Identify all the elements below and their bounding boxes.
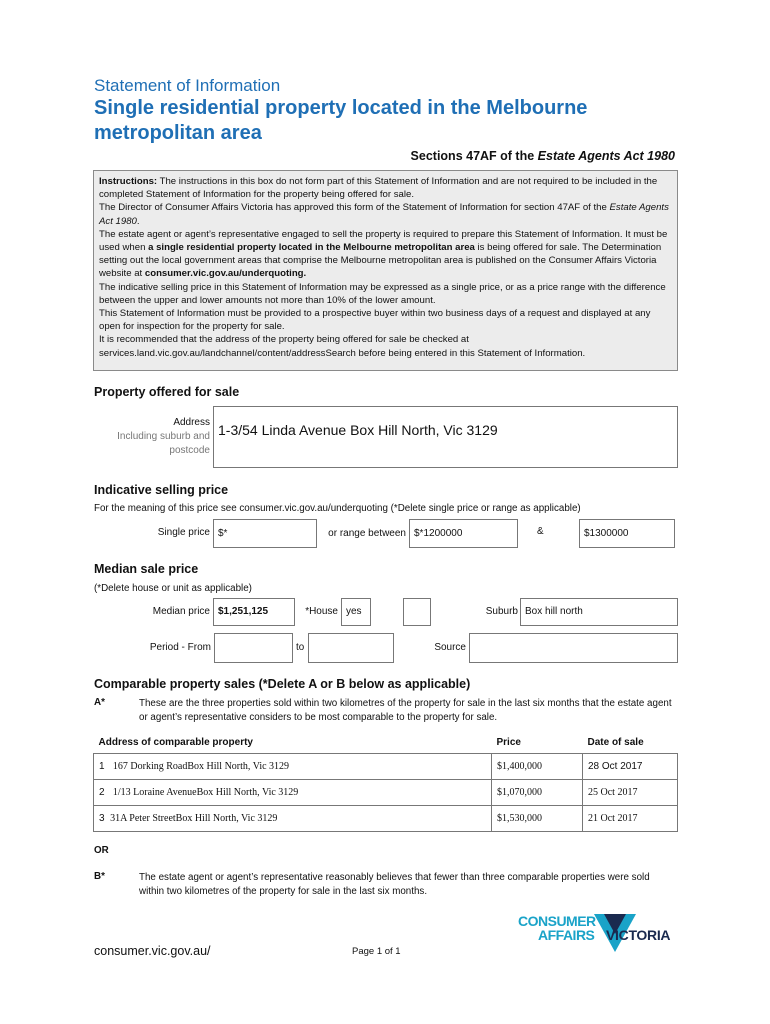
table-row — [94, 753, 678, 779]
sections-line — [411, 149, 675, 163]
instructions-p3-b: is being offered for sale. The Determination setting out the local government areas that comprise the Melbourne metropolitan area is published on the Consumer Affairs Victoria website at — [99, 242, 662, 280]
indicative-note: For the meaning of this price see consumer.vic.gov.au/underquoting (*Delete single price or range as applicable) — [94, 503, 581, 514]
logo-line-consumer: CONSUMER — [518, 913, 596, 929]
logo-line-victoria: VICTORIA — [606, 927, 671, 943]
row-date[interactable]: 28 Oct 2017 — [583, 753, 678, 779]
option-b-text: The estate agent or agent’s representative reasonably believes that fewer than three comparable properties were sold within two kilometres of the property for sale in the last six months. — [139, 872, 650, 897]
source-field[interactable] — [469, 633, 678, 663]
row-number: 3 — [99, 812, 105, 824]
instructions-p2-text: The Director of Consumer Affairs Victoria has approved this form of the Statement of Information for section 47AF of the — [99, 202, 610, 214]
property-heading: Property offered for sale — [94, 385, 240, 399]
row-price[interactable]: $1,400,000 — [492, 753, 583, 779]
row-number: 2 — [99, 786, 105, 798]
row-price[interactable]: $1,070,000 — [492, 779, 583, 805]
instructions-p3 — [99, 228, 672, 281]
instructions-p3-bold: a single residential property located in the Melbourne metropolitan area — [148, 242, 475, 254]
table-row — [94, 779, 678, 805]
period-to-label: to — [296, 642, 305, 653]
single-price-field[interactable]: $* — [213, 519, 317, 548]
median-heading: Median sale price — [94, 562, 199, 576]
sections-prefix: Sections 47AF of the — [410, 149, 535, 163]
period-from-field[interactable] — [214, 633, 293, 663]
option-a-text: These are the three properties sold within two kilometres of the property for sale in the last six months that the estate agent or agent’s representative considers to be most comparable to the property for sale. — [139, 698, 672, 723]
logo-line-affairs: AFFAIRS — [538, 927, 595, 943]
suburb-field[interactable]: Box hill north — [520, 598, 678, 626]
row-address-cell[interactable] — [94, 779, 492, 805]
row-address: 31A Peter StreetBox Hill North, Vic 3129 — [110, 812, 278, 824]
footer-url[interactable]: consumer.vic.gov.au/ — [94, 944, 211, 958]
page-title: Single residential property located in the Melbourne metropolitan area — [94, 97, 588, 144]
instructions-box — [93, 170, 678, 371]
col-date-header: Date of sale — [587, 736, 644, 748]
median-note: (*Delete house or unit as applicable) — [94, 583, 252, 594]
instructions-p4: The indicative selling price in this Statement of Information may be expressed as a single price, or as a price range with the difference between the upper and lower amounts not more than 10% of the lower amount. — [99, 281, 666, 306]
comparable-table — [93, 732, 678, 832]
range-low-field[interactable]: $*1200000 — [409, 519, 518, 548]
option-a-label: A* — [94, 697, 105, 708]
row-address: 167 Dorking RoadBox Hill North, Vic 3129 — [112, 760, 290, 772]
address-sublabel-2: postcode — [169, 445, 210, 456]
indicative-heading: Indicative selling price — [94, 483, 229, 497]
comparable-heading: Comparable property sales (*Delete A or B below as applicable) — [94, 677, 471, 691]
instructions-label: Instructions: — [99, 176, 158, 187]
col-price-header: Price — [496, 736, 521, 748]
row-number: 1 — [99, 760, 105, 772]
instructions-p2 — [99, 201, 672, 227]
col-address-header: Address of comparable property — [98, 736, 253, 748]
instructions-p1-text: The instructions in this box do not form part of this Statement of Information and are not required to be included in the completed Statement of Information for the property being offered for sale. — [99, 176, 658, 201]
row-date[interactable]: 25 Oct 2017 — [583, 779, 678, 805]
range-label: or range between — [328, 528, 406, 539]
or-label: OR — [94, 845, 109, 856]
consumer-affairs-victoria-logo — [518, 912, 680, 957]
address-field[interactable]: 1-3/54 Linda Avenue Box Hill North, Vic 3129 — [213, 406, 678, 468]
range-high-field[interactable]: $1300000 — [579, 519, 675, 548]
house-label: *House — [305, 606, 338, 617]
option-b-label: B* — [94, 871, 105, 882]
row-price[interactable]: $1,530,000 — [492, 805, 583, 831]
row-address-cell[interactable] — [94, 753, 492, 779]
row-address: 1/13 Loraine AvenueBox Hill North, Vic 3129 — [112, 786, 299, 798]
range-ampersand: & — [537, 526, 544, 537]
row-address-cell[interactable] — [94, 805, 492, 831]
instructions-p2-act: Estate Agents Act 1980 — [99, 202, 669, 227]
table-row — [94, 805, 678, 831]
table-header-row — [94, 732, 678, 753]
instructions-p1 — [99, 175, 672, 201]
period-from-label: Period - From — [149, 642, 211, 653]
suburb-label: Suburb — [485, 606, 518, 617]
period-to-field[interactable] — [308, 633, 394, 663]
instructions-p2-end: . — [136, 215, 140, 227]
address-sublabel-1: Including suburb and — [117, 431, 210, 442]
median-price-label: Median price — [152, 606, 210, 617]
address-label: Address — [173, 417, 210, 428]
median-price-field[interactable]: $1,251,125 — [213, 598, 295, 626]
page-number: Page 1 of 1 — [352, 946, 401, 957]
sections-act: Estate Agents Act 1980 — [537, 149, 675, 163]
instructions-p5: This Statement of Information must be provided to a prospective buyer within two business days of a request and displayed at any open for inspection for the property for sale. — [99, 308, 651, 333]
form-subtitle: Statement of Information — [94, 76, 281, 95]
house-field[interactable]: yes — [341, 598, 371, 626]
source-label: Source — [434, 642, 466, 653]
row-date[interactable]: 21 Oct 2017 — [583, 805, 678, 831]
instructions-p6: It is recommended that the address of the property being offered for sale be checked at services.land.vic.gov.au/landchannel/content/addressSearch before being entered in this Statement of Information. — [99, 334, 586, 359]
unit-field[interactable] — [403, 598, 431, 626]
underquoting-link[interactable]: consumer.vic.gov.au/underquoting. — [144, 268, 307, 280]
instructions-p3-a: The estate agent or agent’s representative engaged to sell the property is required to prepare this Statement of Information. It must be used when — [99, 228, 668, 254]
single-price-label: Single price — [157, 527, 210, 538]
